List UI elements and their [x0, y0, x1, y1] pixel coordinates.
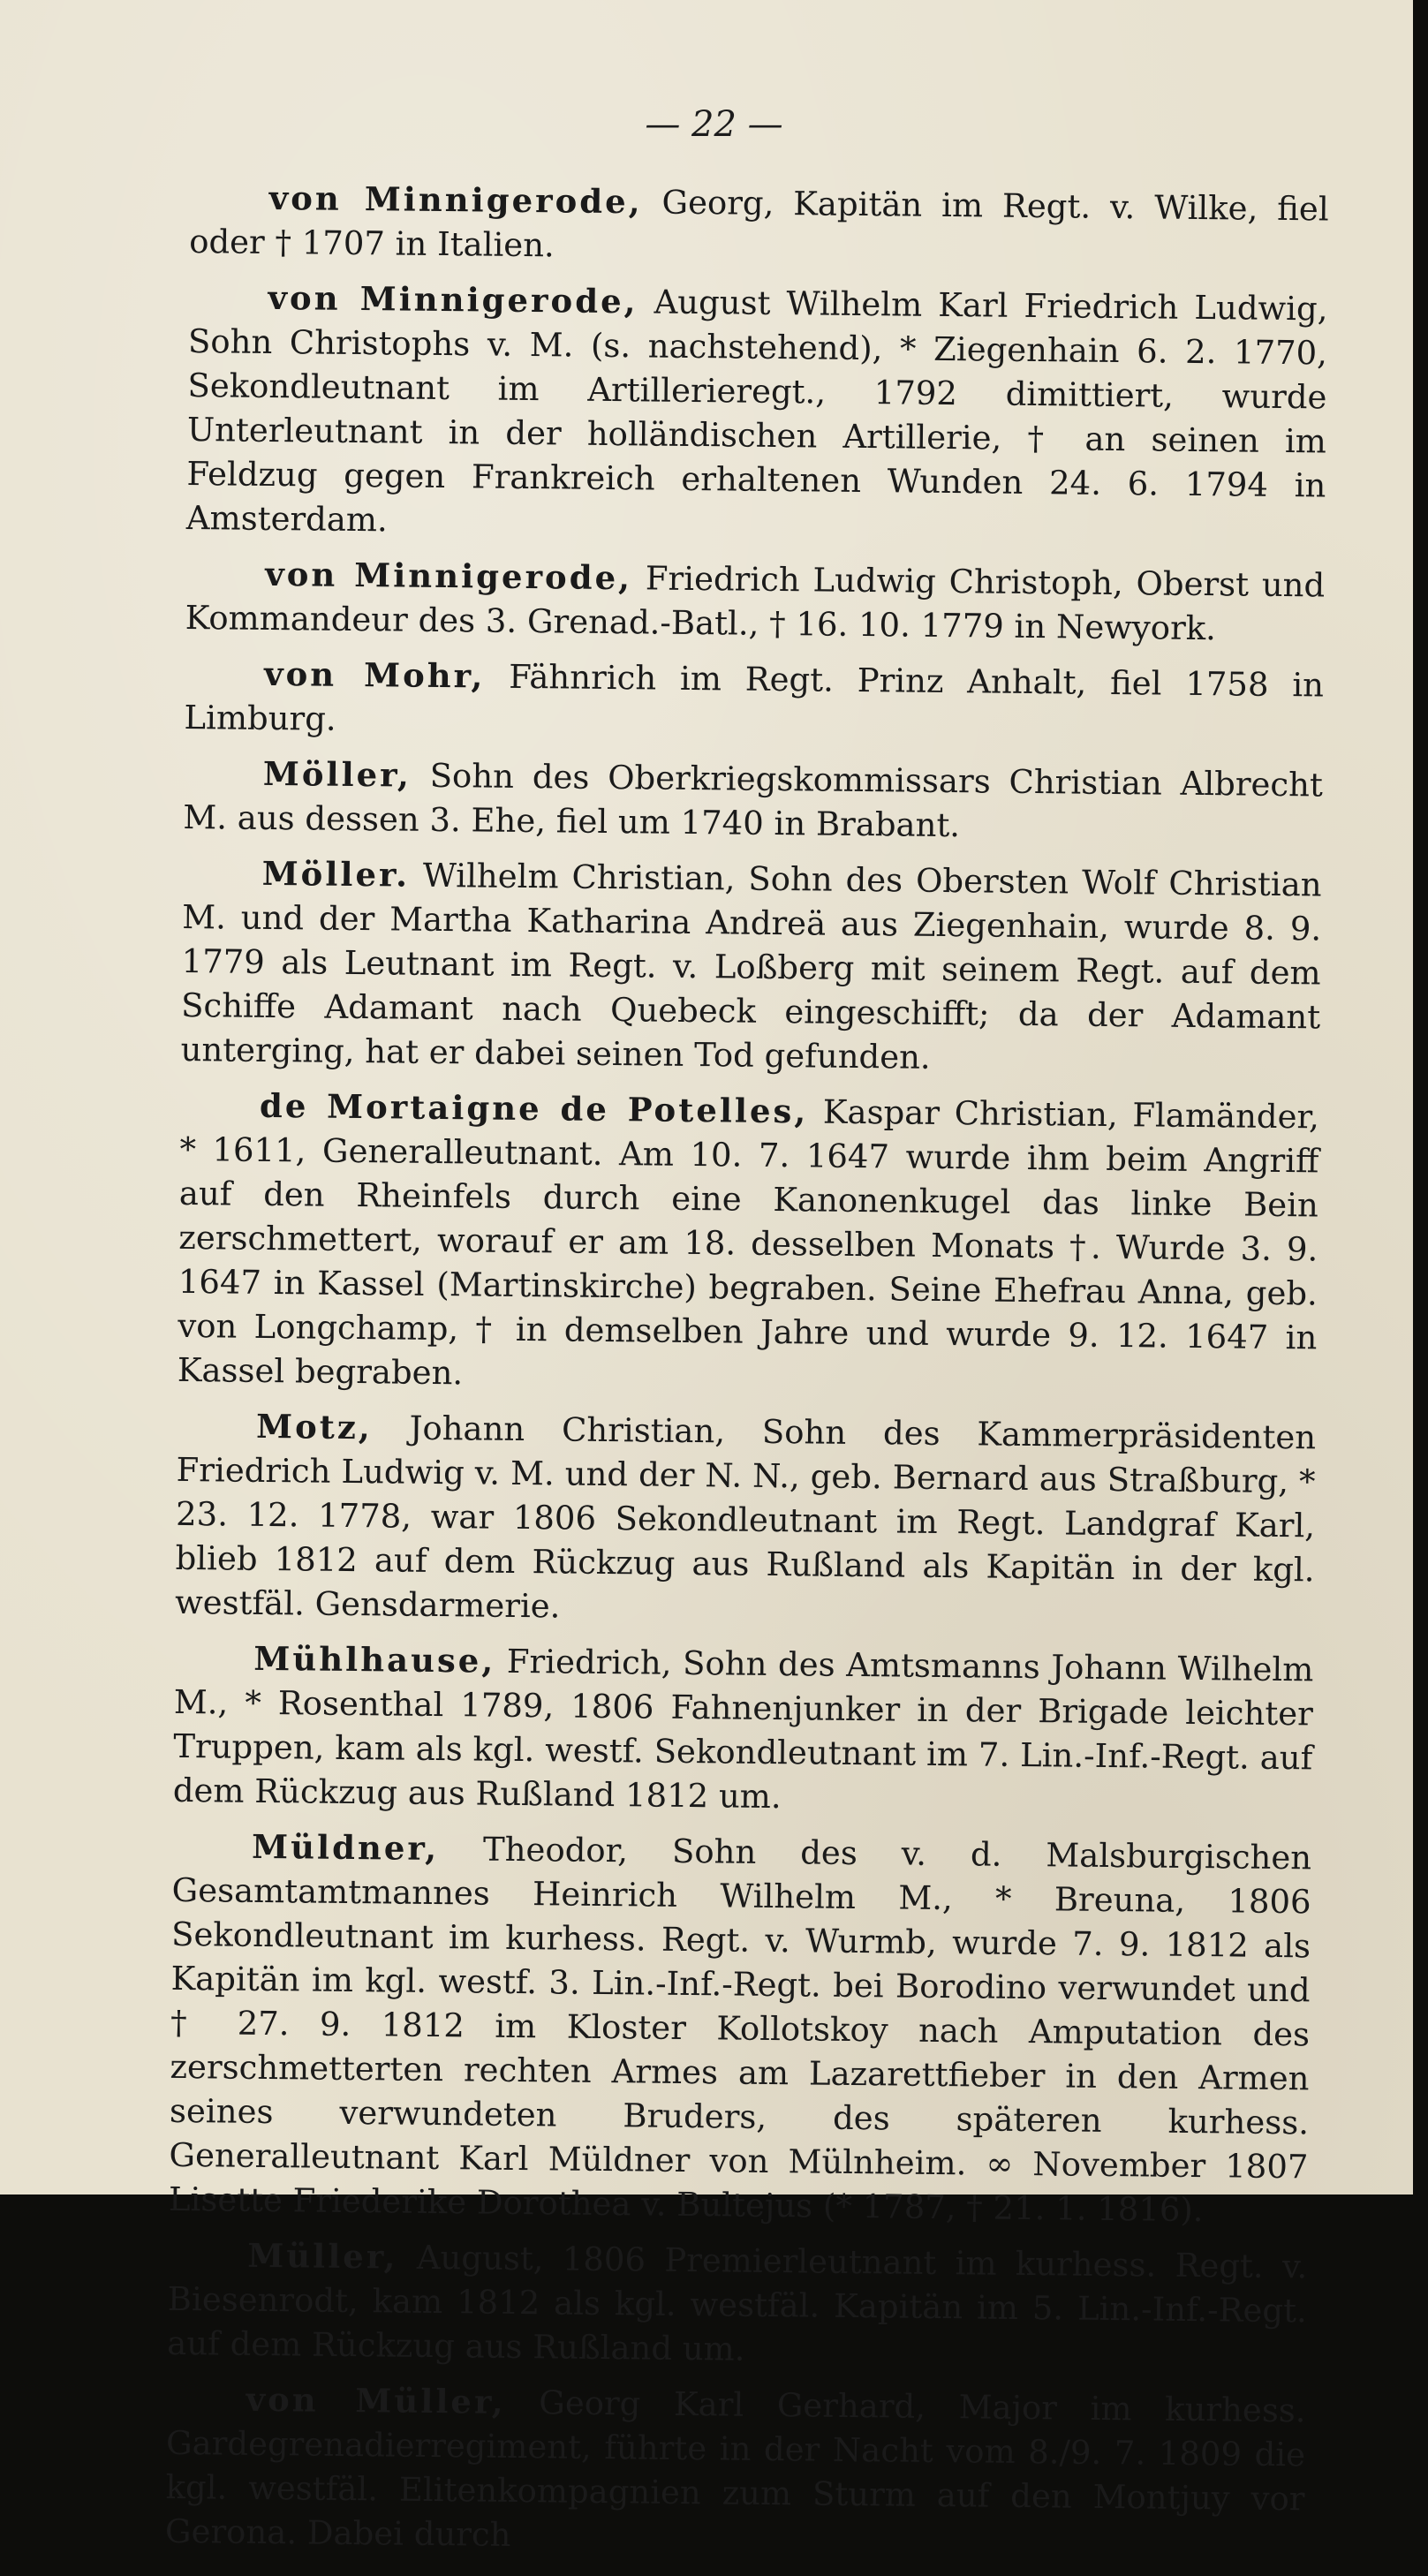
- page-body: [165, 175, 1329, 2576]
- entry-text: Georg, Kapitän im Regt. v. Wilke, fiel oder † 1707 in Italien.: [188, 183, 1329, 265]
- entry-name: von Minnigerode,: [268, 178, 643, 222]
- entry: [183, 751, 1323, 852]
- entry-name: von Minnigerode,: [268, 277, 638, 321]
- entry-text: Kaspar Christian, Flamänder, * 1611, Generalleutnant. Am 10. 7. 1647 wurde ihm beim Angriff auf den Rheinfels durch eine Kanonenkugel das linke Bein zerschmettert, worauf er am 18. desselben Monats †. Wurde 3. 9. 1647 in Kassel (Martinskirche) begraben. Seine Ehefrau Anna, geb. von Longchamp, † in demselben Jahre und wurde 9. 12. 1647 in Kassel begraben.: [177, 1092, 1320, 1393]
- entry-name: Möller,: [262, 753, 412, 795]
- entry-text: August Wilhelm Karl Friedrich Ludwig, Sohn Christophs v. M. (s. nachstehend), * Ziegenhain 6. 2. 1770, Sekondleutnant im Artillerieregt., 1792 dimittiert, wurde Unterleutnant in der holländischen Artillerie, † an seinen im Feldzug gegen Frankreich erhaltenen Wunden 24. 6. 1794 in Amsterdam.: [185, 283, 1328, 540]
- entry-text: August, 1806 Premierleutnant im kurhess. Regt. v. Biesenrodt, kam 1812 als kgl. westfäl. Kapitän im 5. Lin.-Inf.-Regt. auf dem Rückzug aus Rußland um.: [167, 2238, 1308, 2368]
- entry: [186, 275, 1328, 552]
- entry-text: Wilhelm Christian, Sohn des Obersten Wolf Christian M. und der Martha Katharina Andreä aus Ziegenhain, wurde 8. 9. 1779 als Leutnant im Regt. v. Loßberg mit seinem Regt. auf dem Schiffe Adamant nach Quebeck eingeschifft; da der Adamant unterging, hat er dabei seinen Tod gefunden.: [180, 856, 1322, 1076]
- entry-text: Sohn des Oberkriegskommissars Christian Albrecht M. aus dessen 3. Ehe, fiel um 1740 in Brabant.: [183, 756, 1324, 845]
- entry-name: von Minnigerode,: [265, 554, 633, 598]
- entry: [184, 651, 1324, 752]
- entry-text: Friedrich, Sohn des Amtsmanns Johann Wilhelm M., * Rosenthal 1789, 1806 Fahnenjunker in der Brigade leichter Truppen, kam als kgl. westf. Sekondleutnant im 7. Lin.-Inf.-Regt. auf dem Rückzug aus Rußland 1812 um.: [172, 1642, 1314, 1817]
- entry: [180, 850, 1322, 1084]
- entry: [173, 1635, 1314, 1824]
- entry-text: Friedrich Ludwig Christoph, Oberst und Kommandeur des 3. Grenad.-Batl., † 16. 10. 1779 in Newyork.: [185, 559, 1326, 648]
- entry: [185, 551, 1325, 653]
- entry: [165, 2376, 1306, 2565]
- entry-name: Müller,: [247, 2235, 398, 2277]
- page-number: — 22 —: [645, 104, 783, 145]
- entry-text: Fähnrich im Regt. Prinz Anhalt, fiel 1758 in Limburg.: [184, 657, 1325, 738]
- entry-name: de Mortaigne de Potelles,: [259, 1085, 809, 1131]
- entry: [175, 1403, 1317, 1636]
- entry: [169, 1824, 1312, 2233]
- entry: [189, 175, 1329, 276]
- entry-name: Möller.: [261, 853, 411, 895]
- entry-text: Theodor, Sohn des v. d. Malsburgischen Gesamtamtmannes Heinrich Wilhelm M., * Breuna, 1806 Sekondleutnant im kurhess. Regt. v. Wurmb, wurde 7. 9. 1812 als Kapitän im kgl. westf. 3. Lin.-Inf.-Regt. bei Borodino verwundet und † 27. 9. 1812 im Kloster Kollotskoy nach Amputation des zerschmetterten rechten Armes am Lazarettfieber in den Armen seines verwundeten Bruders, des späteren kurhess. Generalleutnant Karl Müldner von Mülnheim. ∞ November 1807 Lisette Friederike Dorothea v. Bultejus (* 1787, † 21. 1. 1816).: [168, 1830, 1312, 2230]
- entry: [167, 2232, 1308, 2378]
- entry-name: Müldner,: [251, 1826, 440, 1869]
- entry-name: Mühlhause,: [253, 1638, 496, 1681]
- entry-name: von Müller,: [246, 2379, 506, 2421]
- entry-name: Motz,: [255, 1406, 374, 1447]
- entry-text: Georg Karl Gerhard, Major im kurhess. Gardegrenadierregiment, führte in der Nacht vom 8./9. 7. 1809 die kgl. westfäl. Elitenkompagnien zum Sturm auf den Montjuy vor Gerona. Dabei durch: [164, 2383, 1306, 2554]
- entry-name: von Mohr,: [263, 653, 486, 696]
- entry-text: Johann Christian, Sohn des Kammerpräsidenten Friedrich Ludwig v. M. und der N. N., geb. Bernard aus Straßburg, * 23. 12. 1778, war 1806 Sekondleutnant im Regt. Landgraf Karl, blieb 1812 auf dem Rückzug aus Rußland als Kapitän in der kgl. westfäl. Gensdarmerie.: [174, 1409, 1317, 1626]
- entry: [178, 1083, 1320, 1404]
